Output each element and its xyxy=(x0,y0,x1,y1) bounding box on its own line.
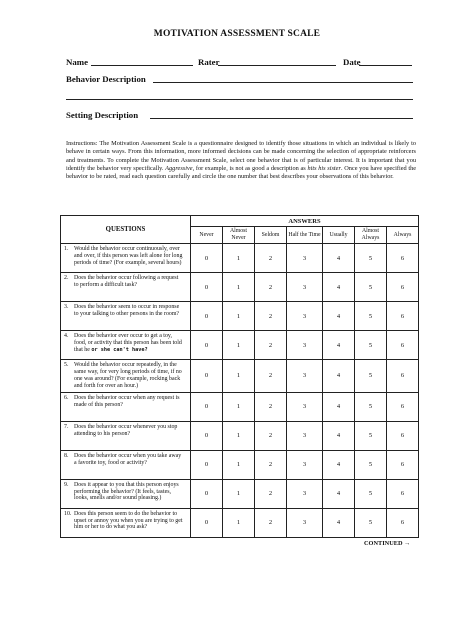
question-text: Does the behavior occur following a request to perform a difficult task? xyxy=(74,275,179,288)
score-option[interactable]: 4 xyxy=(323,244,355,273)
questions-header: QUESTIONS xyxy=(61,216,191,244)
score-option[interactable]: 0 xyxy=(191,273,223,302)
score-option[interactable]: 0 xyxy=(191,331,223,360)
rater-label: Rater xyxy=(198,57,220,67)
score-option[interactable]: 2 xyxy=(255,508,287,537)
score-option[interactable]: 1 xyxy=(223,331,255,360)
question-text: Does the behavior ever occur to get a toy, food, or activity that this person has been told that he xyxy=(74,333,182,353)
question-text: Does it appear to you that this person enjoys performing the behavior? (It feels, tastes, looks, smells and/or sound pleasing.) xyxy=(74,481,179,502)
question-text: Does the behavior seem to occur in response to your talking to other persons in the room? xyxy=(74,304,180,317)
score-option[interactable]: 0 xyxy=(191,392,223,421)
question-cell xyxy=(61,273,191,302)
question-text: Would the behavior occur continuously, over and over, if this person was left alone for long periods of time? (For example, several hours) xyxy=(74,246,183,266)
setting-description-field[interactable] xyxy=(150,118,413,119)
question-number: 1. xyxy=(64,246,69,252)
score-option[interactable]: 6 xyxy=(387,508,419,537)
score-option[interactable]: 1 xyxy=(223,273,255,302)
question-number: 6. xyxy=(64,394,69,401)
question-row xyxy=(61,302,419,331)
score-option[interactable]: 1 xyxy=(223,450,255,479)
score-option[interactable]: 3 xyxy=(287,302,323,331)
score-option[interactable]: 3 xyxy=(287,331,323,360)
score-option[interactable]: 1 xyxy=(223,479,255,508)
date-label: Date xyxy=(343,57,361,67)
continued-label: CONTINUED → xyxy=(364,540,411,547)
question-number: 10. xyxy=(64,510,72,517)
answer-column-header: Never xyxy=(191,227,223,244)
instructions-paragraph xyxy=(66,140,416,181)
question-text-wrap xyxy=(74,333,184,354)
score-option[interactable]: 3 xyxy=(287,392,323,421)
question-number: 3. xyxy=(64,304,69,310)
score-option[interactable]: 0 xyxy=(191,244,223,273)
score-option[interactable]: 0 xyxy=(191,450,223,479)
question-cell xyxy=(61,479,191,508)
question-row xyxy=(61,392,419,421)
score-option[interactable]: 6 xyxy=(387,479,419,508)
question-text-wrap xyxy=(74,304,184,318)
score-option[interactable]: 5 xyxy=(355,508,387,537)
instructions-example-hits-sister: hits his sister xyxy=(307,164,341,172)
answer-column-header: Usually xyxy=(323,227,355,244)
score-option[interactable]: 4 xyxy=(323,273,355,302)
name-field[interactable] xyxy=(91,65,193,66)
question-text: Does the behavior occur when you take away a favorite toy, food or activity? xyxy=(74,452,182,466)
score-option[interactable]: 4 xyxy=(323,331,355,360)
question-number: 8. xyxy=(64,452,69,459)
score-option[interactable]: 2 xyxy=(255,360,287,393)
instructions-text-2: , for example, is not as good a description as xyxy=(192,164,306,172)
score-option[interactable]: 5 xyxy=(355,273,387,302)
score-option[interactable]: 0 xyxy=(191,508,223,537)
score-option[interactable]: 5 xyxy=(355,392,387,421)
score-option[interactable]: 4 xyxy=(323,479,355,508)
answer-column-header: Almost Always xyxy=(355,227,387,244)
score-option[interactable]: 1 xyxy=(223,421,255,450)
questions-body xyxy=(61,244,419,538)
score-option[interactable]: 6 xyxy=(387,450,419,479)
question-number: 4. xyxy=(64,333,69,339)
score-option[interactable]: 6 xyxy=(387,273,419,302)
question-text-wrap xyxy=(74,482,184,503)
score-option[interactable]: 4 xyxy=(323,450,355,479)
question-text: Would the behavior occur repeatedly, in the same way, for very long periods of time, if no one was around? (For example, rocking back and forth for over an hour.) xyxy=(74,362,182,389)
question-row xyxy=(61,360,419,393)
instructions-text-1: Instructions: The Motivation Assessment Scale is a questionnaire designed to identify those situations in which an individual is likely to behave in certain ways. From this information, more informed decisions can be made concerning the selection of appropriate reinforcers and treatments. To complete the Motivation Assessment Scale, select one behavior that is of particular interest. It is important that you identify the behavior very specifically. xyxy=(66,140,416,172)
score-option[interactable]: 6 xyxy=(387,331,419,360)
question-number: 2. xyxy=(64,275,69,281)
question-cell xyxy=(61,331,191,360)
page-title: MOTIVATION ASSESSMENT SCALE xyxy=(153,29,321,39)
instructions-text-3: . Once you have specified the behavior to be rated, read each question carefully and circle the one number that best describes your observations of this behavior. xyxy=(66,164,417,181)
question-cell xyxy=(61,360,191,393)
score-option[interactable]: 3 xyxy=(287,421,323,450)
score-option[interactable]: 5 xyxy=(355,479,387,508)
question-cell xyxy=(61,450,191,479)
question-cell xyxy=(61,244,191,273)
behavior-description-field[interactable] xyxy=(153,82,413,83)
score-option[interactable]: 6 xyxy=(387,421,419,450)
score-option[interactable]: 6 xyxy=(387,392,419,421)
question-row xyxy=(61,421,419,450)
score-option[interactable]: 2 xyxy=(255,392,287,421)
question-number: 9. xyxy=(64,481,69,488)
score-option[interactable]: 0 xyxy=(191,360,223,393)
score-option[interactable]: 3 xyxy=(287,244,323,273)
question-text: Does the behavior occur when any request is made of this person? xyxy=(74,394,180,408)
rater-field[interactable] xyxy=(218,65,336,66)
score-option[interactable]: 3 xyxy=(287,273,323,302)
score-option[interactable]: 2 xyxy=(255,273,287,302)
score-option[interactable]: 4 xyxy=(323,392,355,421)
score-option[interactable]: 1 xyxy=(223,302,255,331)
score-option[interactable]: 2 xyxy=(255,479,287,508)
setting-description-label: Setting Description xyxy=(66,110,139,120)
score-option[interactable]: 4 xyxy=(323,508,355,537)
question-text-wrap xyxy=(74,246,184,267)
question-text-wrap xyxy=(74,511,184,532)
score-option[interactable]: 3 xyxy=(287,450,323,479)
question-number: 7. xyxy=(64,423,69,430)
question-cell xyxy=(61,302,191,331)
question-cell xyxy=(61,392,191,421)
question-cell xyxy=(61,421,191,450)
score-option[interactable]: 4 xyxy=(323,421,355,450)
score-option[interactable]: 4 xyxy=(323,360,355,393)
question-row xyxy=(61,508,419,537)
question-text: Does this person seem to do the behavior to upset or annoy you when you are trying to get him or her to do what you ask? xyxy=(74,510,183,531)
score-option[interactable]: 5 xyxy=(355,331,387,360)
answer-column-header: Always xyxy=(387,227,419,244)
date-field[interactable] xyxy=(359,65,412,66)
question-row xyxy=(61,273,419,302)
question-text-wrap xyxy=(74,395,184,409)
score-option[interactable]: 2 xyxy=(255,302,287,331)
score-option[interactable]: 5 xyxy=(355,302,387,331)
score-option[interactable]: 0 xyxy=(191,479,223,508)
score-option[interactable]: 0 xyxy=(191,421,223,450)
question-number: 5. xyxy=(64,362,69,368)
question-text-wrap xyxy=(74,275,184,289)
score-option[interactable]: 3 xyxy=(287,508,323,537)
answers-header: ANSWERS xyxy=(191,216,419,227)
score-option[interactable]: 1 xyxy=(223,392,255,421)
question-row xyxy=(61,479,419,508)
score-option[interactable]: 1 xyxy=(223,360,255,393)
score-option[interactable]: 1 xyxy=(223,244,255,273)
question-text-addition: or she can't have? xyxy=(91,346,148,353)
score-option[interactable]: 0 xyxy=(191,302,223,331)
score-option[interactable]: 6 xyxy=(387,302,419,331)
score-option[interactable]: 6 xyxy=(387,360,419,393)
behavior-description-line-2[interactable] xyxy=(66,99,413,100)
score-option[interactable]: 5 xyxy=(355,244,387,273)
answer-column-header: Half the Time xyxy=(287,227,323,244)
question-text-wrap xyxy=(74,453,184,467)
score-option[interactable]: 6 xyxy=(387,244,419,273)
score-option[interactable]: 3 xyxy=(287,360,323,393)
score-option[interactable]: 1 xyxy=(223,508,255,537)
score-option[interactable]: 3 xyxy=(287,479,323,508)
question-cell xyxy=(61,508,191,537)
score-option[interactable]: 2 xyxy=(255,331,287,360)
score-option[interactable]: 5 xyxy=(355,421,387,450)
question-text-wrap xyxy=(74,424,184,438)
name-label: Name xyxy=(66,57,88,67)
score-option[interactable]: 2 xyxy=(255,450,287,479)
questionnaire-table xyxy=(60,215,419,538)
question-row xyxy=(61,331,419,360)
score-option[interactable]: 2 xyxy=(255,244,287,273)
instructions-example-aggressive: Aggressive xyxy=(165,164,193,172)
score-option[interactable]: 5 xyxy=(355,450,387,479)
score-option[interactable]: 2 xyxy=(255,421,287,450)
question-row xyxy=(61,450,419,479)
question-text: Does the behavior occur whenever you stop attending to his person? xyxy=(74,423,178,437)
answer-column-header: Almost Never xyxy=(223,227,255,244)
question-row xyxy=(61,244,419,273)
score-option[interactable]: 4 xyxy=(323,302,355,331)
behavior-description-label: Behavior Description xyxy=(66,74,146,84)
answer-column-header: Seldom xyxy=(255,227,287,244)
question-text-wrap xyxy=(74,362,184,390)
score-option[interactable]: 5 xyxy=(355,360,387,393)
